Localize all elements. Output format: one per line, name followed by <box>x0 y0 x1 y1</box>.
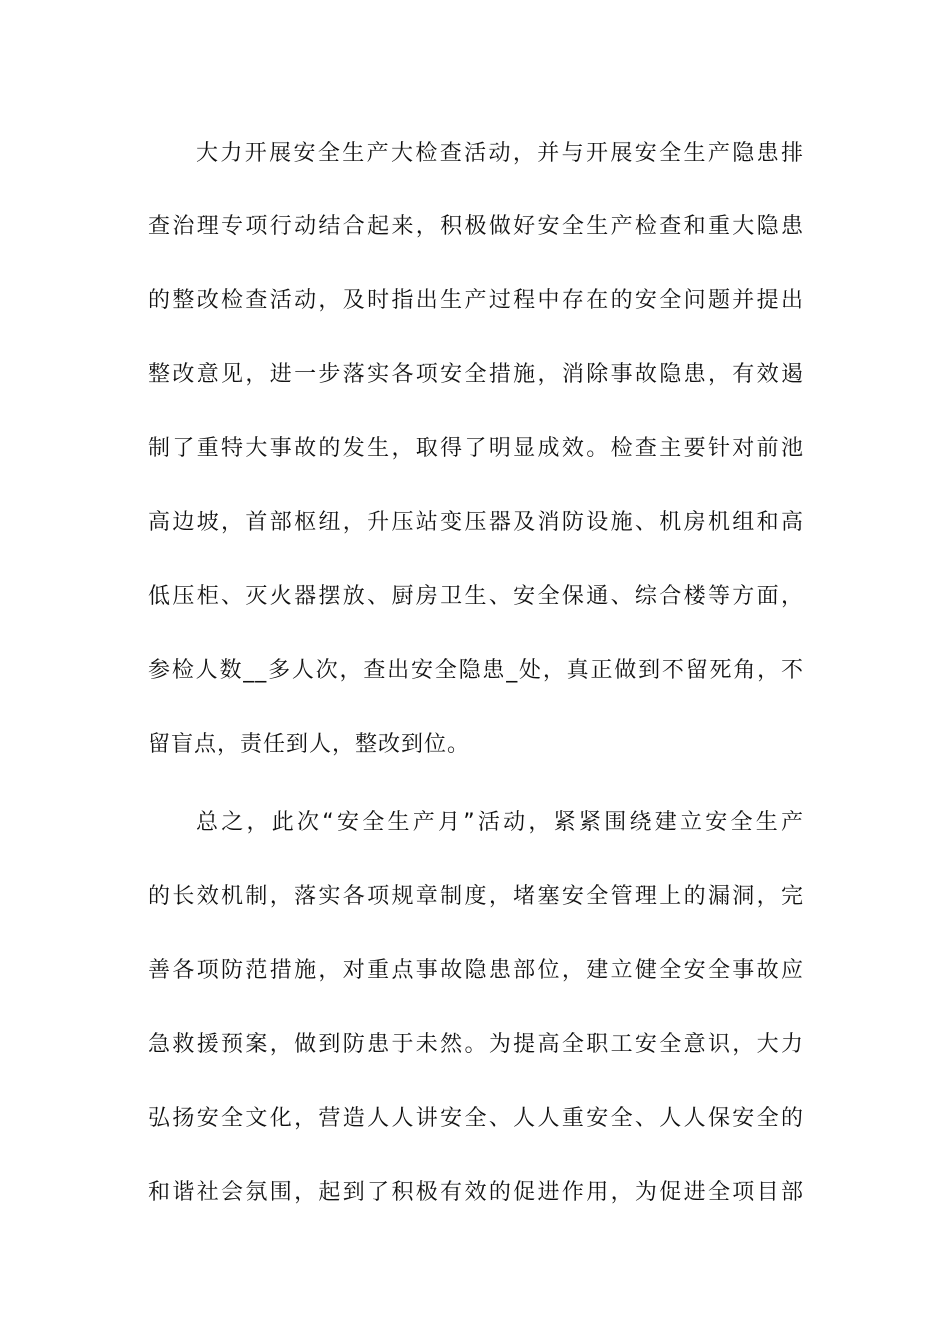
paragraph-1-line-9: 留盲点，责任到人，整改到位。 <box>148 732 471 757</box>
paragraph-2-line-5: 弘扬安全文化，营造人人讲安全、人人重安全、人人保安全的 <box>148 1106 804 1131</box>
paragraph-1-line-7: 低压柜、灭火器摆放、厨房卫生、安全保通、综合楼等方面， <box>148 584 804 609</box>
paragraph-1-line-4: 整改意见，进一步落实各项安全措施，消除事故隐患，有效遏 <box>148 362 804 387</box>
paragraph-2-line-3: 善各项防范措施，对重点事故隐患部位，建立健全安全事故应 <box>148 958 804 983</box>
paragraph-1-line-6: 高边坡，首部枢纽，升压站变压器及消防设施、机房机组和高 <box>148 510 804 535</box>
paragraph-2-line-4: 急救援预案，做到防患于未然。为提高全职工安全意识，大力 <box>148 1032 804 1057</box>
paragraph-2-line-6: 和谐社会氛围，起到了积极有效的促进作用，为促进全项目部 <box>148 1180 804 1205</box>
paragraph-2-line-1: 总之，此次“安全生产月”活动，紧紧围绕建立安全生产 <box>196 810 804 835</box>
paragraph-1-line-2: 查治理专项行动结合起来，积极做好安全生产检查和重大隐患 <box>148 214 804 239</box>
paragraph-1-line-8: 参检人数__多人次，查出安全隐患_处，真正做到不留死角，不 <box>148 658 804 683</box>
paragraph-1-line-1: 大力开展安全生产大检查活动，并与开展安全生产隐患排 <box>196 141 804 166</box>
paragraph-1-line-5: 制了重特大事故的发生，取得了明显成效。检查主要针对前池 <box>148 436 804 461</box>
paragraph-1-line-3: 的整改检查活动，及时指出生产过程中存在的安全问题并提出 <box>148 288 804 313</box>
paragraph-2-line-2: 的长效机制，落实各项规章制度，堵塞安全管理上的漏洞，完 <box>148 884 804 909</box>
